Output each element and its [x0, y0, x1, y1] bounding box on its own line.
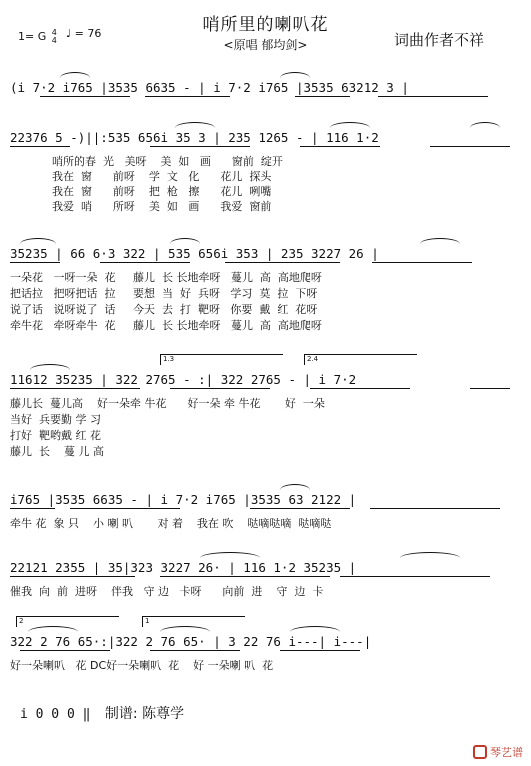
lyrics-row-3-v2: 把话拉 把呀把话 拉 要想 当 好 兵呀 学习 莫 拉 下呀	[10, 287, 318, 300]
watermark-logo-icon	[473, 745, 487, 759]
notes-row-2: 22376 5 -)||:535 656i 35 3 | 235 1265 - | 116 1·2	[10, 130, 379, 145]
lyrics-row-5-v1: 牵牛 花 象 只 小 喇 叭 对 着 我在 吹 哒嘀哒嘀 哒嘀哒	[10, 517, 332, 530]
score-row-4	[10, 372, 522, 387]
volta-2-4: 2.4	[304, 354, 417, 365]
notes-row-4: 11612 35235 | 322 2765 - :| 322 2765 - | i 7·2	[10, 372, 357, 387]
volta-2: 2	[16, 616, 119, 627]
lyrics-row-3-v1: 一朵花 一呀一朵 花 藤儿 长 长地牵呀 蔓儿 高 高地爬呀	[10, 271, 322, 284]
lyrics-row-3-v3: 说了话 说呀说了 话 今天 去 打 靶呀 你要 戴 红 花呀	[10, 303, 318, 316]
lyrics-row-2-v1: 哨所的春 光 美呀 美 如 画 窗前 绽开	[10, 155, 283, 168]
key-label: 1= G	[18, 30, 47, 43]
lyrics-row-6-v1: 催我 向 前 进呀 伴我 守 边 卡呀 向前 进 守 边 卡	[10, 585, 324, 598]
credit-line	[20, 703, 184, 723]
song-title: 哨所里的喇叭花	[202, 15, 329, 35]
lyrics-row-4-v3: 打好 靶哟戴 红 花	[10, 429, 101, 442]
time-signature	[52, 29, 57, 45]
notes-row-1: (i 7·2 i765 |3535 6635 - | i 7·2 i765 |3535 63212 3 |	[10, 80, 409, 95]
lyrics-row-2-v4: 我爱 哨 所呀 美 如 画 我爱 窗前	[10, 200, 272, 213]
score-row-6	[10, 560, 522, 575]
score-row-5	[10, 492, 522, 507]
notes-row-5: i765 |3535 6635 - | i 7·2 i765 |3535 63 2122 |	[10, 492, 357, 507]
transcriber-credit: 制谱: 陈尊学	[104, 706, 185, 722]
lyrics-row-4-v2: 当好 兵要勤 学 习	[10, 413, 101, 426]
notes-row-6: 22121 2355 | 35|323 3227 26· | 116 1·2 35235 |	[10, 560, 357, 575]
lyrics-row-2-v3: 我在 窗 前呀 把 枪 擦 花儿 咧嘴	[10, 185, 272, 198]
lyrics-row-4-v4: 藤儿 长 蔓 儿 高	[10, 445, 104, 458]
score-row-2	[10, 130, 522, 145]
score-row-3	[10, 246, 522, 261]
song-subtitle: <原唱 郁均剑>	[223, 38, 308, 52]
volta-1-3: 1.3	[160, 354, 283, 365]
tempo-mark: ♩ = 76	[66, 27, 102, 40]
volta-1: 1	[142, 616, 245, 627]
time-bottom: 4	[51, 36, 57, 45]
lyrics-row-3-v4: 牵牛花 牵呀牵牛 花 藤儿 长 长地牵呀 蔓儿 高 高地爬呀	[10, 319, 322, 332]
notes-row-7: 322 2 76 65·:|322 2 76 65· | 3 22 76 i---| i---|	[10, 634, 372, 649]
watermark	[473, 744, 523, 760]
lyrics-row-7-v1: 好一朵喇叭 花 DC好一朵喇叭 花 好 一朵喇 叭 花	[10, 659, 274, 672]
ending-notes: i 0 0 0 ‖	[20, 707, 91, 722]
notes-row-3: 35235 | 66 6·3 322 | 535 656i 353 | 235 3227 26 |	[10, 246, 379, 261]
watermark-text: 琴艺谱	[490, 746, 523, 759]
author-note: 词曲作者不祥	[394, 31, 485, 49]
key-signature	[18, 29, 59, 45]
time-top: 4	[51, 28, 57, 37]
lyrics-row-2-v2: 我在 窗 前呀 学 文 化 花儿 探头	[10, 170, 272, 183]
score-row-7	[10, 634, 522, 649]
lyrics-row-4-v1: 藤儿长 蔓儿高 好一朵牵 牛花 好一朵 牵 牛花 好 一朵	[10, 397, 325, 410]
score-row-1	[10, 80, 522, 95]
